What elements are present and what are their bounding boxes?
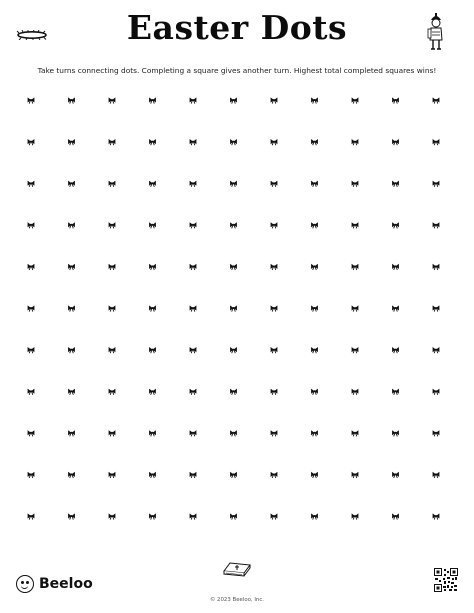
bow-icon xyxy=(433,97,440,103)
bow-icon xyxy=(190,264,197,270)
bow-icon xyxy=(352,430,359,436)
bow-icon xyxy=(68,264,75,270)
bow-icon xyxy=(311,181,318,187)
bow-icon xyxy=(230,305,237,311)
bow-icon xyxy=(149,305,156,311)
bow-icon xyxy=(392,222,399,228)
bow-icon xyxy=(392,472,399,478)
bow-icon xyxy=(433,222,440,228)
bow-icon xyxy=(433,305,440,311)
bow-icon xyxy=(28,430,35,436)
bow-icon xyxy=(149,472,156,478)
bow-icon xyxy=(392,264,399,270)
bow-icon xyxy=(230,222,237,228)
bow-icon xyxy=(311,472,318,478)
bow-icon xyxy=(109,472,116,478)
bow-icon xyxy=(68,139,75,145)
bow-icon xyxy=(392,139,399,145)
bow-icon xyxy=(230,472,237,478)
bow-icon xyxy=(311,264,318,270)
bow-icon xyxy=(109,513,116,519)
bow-icon xyxy=(190,347,197,353)
bow-icon xyxy=(68,389,75,395)
bow-icon xyxy=(433,347,440,353)
bow-icon xyxy=(352,305,359,311)
page-title: Easter Dots xyxy=(126,8,348,47)
bow-icon xyxy=(28,472,35,478)
bow-icon xyxy=(109,264,116,270)
bow-icon xyxy=(28,181,35,187)
bow-icon xyxy=(68,472,75,478)
bow-icon xyxy=(392,305,399,311)
bow-icon xyxy=(28,347,35,353)
bow-icon xyxy=(311,305,318,311)
bow-icon xyxy=(149,513,156,519)
bow-icon xyxy=(311,347,318,353)
bow-icon xyxy=(109,181,116,187)
bow-icon xyxy=(68,430,75,436)
bow-icon xyxy=(190,305,197,311)
bow-icon xyxy=(392,513,399,519)
bow-icon xyxy=(392,389,399,395)
bow-icon xyxy=(311,513,318,519)
bow-icon xyxy=(109,305,116,311)
bow-icon xyxy=(190,222,197,228)
bow-icon xyxy=(68,305,75,311)
crown-of-thorns-icon xyxy=(16,30,48,40)
bow-icon xyxy=(190,513,197,519)
bow-icon xyxy=(109,347,116,353)
bow-icon xyxy=(352,513,359,519)
bow-icon xyxy=(190,97,197,103)
bow-icon xyxy=(311,97,318,103)
bow-icon xyxy=(230,347,237,353)
bow-icon xyxy=(149,347,156,353)
bow-icon xyxy=(311,389,318,395)
bow-icon xyxy=(28,264,35,270)
bow-icon xyxy=(149,139,156,145)
bow-icon xyxy=(352,347,359,353)
bow-icon xyxy=(68,513,75,519)
bow-icon xyxy=(109,139,116,145)
bow-icon xyxy=(311,222,318,228)
bow-icon xyxy=(433,264,440,270)
bow-icon xyxy=(352,97,359,103)
bow-icon xyxy=(271,97,278,103)
bow-icon xyxy=(433,430,440,436)
qr-code-icon xyxy=(434,568,458,592)
bow-icon xyxy=(230,430,237,436)
bow-icon xyxy=(190,430,197,436)
bow-icon xyxy=(271,222,278,228)
bow-icon xyxy=(109,97,116,103)
beeloo-logo-icon xyxy=(16,575,34,593)
bow-icon xyxy=(352,264,359,270)
bow-icon xyxy=(433,472,440,478)
bow-icon xyxy=(149,430,156,436)
bow-icon xyxy=(392,430,399,436)
bow-icon xyxy=(109,430,116,436)
bow-icon xyxy=(271,264,278,270)
bow-icon xyxy=(230,139,237,145)
bow-icon xyxy=(433,389,440,395)
bow-icon xyxy=(392,347,399,353)
bow-icon xyxy=(68,97,75,103)
bow-icon xyxy=(149,222,156,228)
bow-icon xyxy=(68,347,75,353)
bow-icon xyxy=(190,389,197,395)
bow-icon xyxy=(271,472,278,478)
bow-icon xyxy=(230,181,237,187)
bow-icon xyxy=(109,222,116,228)
bow-icon xyxy=(109,389,116,395)
bow-icon xyxy=(271,139,278,145)
bow-icon xyxy=(352,139,359,145)
instructions-text: Take turns connecting dots. Completing a square gives another turn. Highest total completed squares wins! xyxy=(37,66,437,75)
bow-icon xyxy=(271,181,278,187)
bow-icon xyxy=(311,430,318,436)
bible-book-icon xyxy=(222,561,252,577)
bow-icon xyxy=(190,472,197,478)
bow-icon xyxy=(28,139,35,145)
bow-icon xyxy=(230,97,237,103)
bow-icon xyxy=(352,389,359,395)
bow-icon xyxy=(433,513,440,519)
bow-icon xyxy=(230,264,237,270)
bow-icon xyxy=(190,139,197,145)
bow-icon xyxy=(149,181,156,187)
bow-icon xyxy=(433,181,440,187)
bow-icon xyxy=(190,181,197,187)
bow-icon xyxy=(271,305,278,311)
bow-icon xyxy=(352,472,359,478)
bow-icon xyxy=(311,139,318,145)
bow-icon xyxy=(28,222,35,228)
bow-icon xyxy=(352,181,359,187)
bow-icon xyxy=(149,97,156,103)
bow-icon xyxy=(230,389,237,395)
bow-icon xyxy=(68,181,75,187)
bow-icon xyxy=(28,305,35,311)
bow-icon xyxy=(271,430,278,436)
bow-icon xyxy=(28,513,35,519)
soldier-figure-icon xyxy=(425,12,447,52)
brand-name: Beeloo xyxy=(39,576,93,592)
bow-icon xyxy=(230,513,237,519)
bow-icon xyxy=(149,264,156,270)
bow-icon xyxy=(28,389,35,395)
bow-icon xyxy=(28,97,35,103)
bow-icon xyxy=(68,222,75,228)
bow-icon xyxy=(149,389,156,395)
bow-icon xyxy=(392,181,399,187)
bow-icon xyxy=(352,222,359,228)
bow-icon xyxy=(271,347,278,353)
bow-icon xyxy=(271,513,278,519)
bow-icon xyxy=(271,389,278,395)
bow-icon xyxy=(392,97,399,103)
copyright-text: © 2023 Beeloo, Inc. xyxy=(209,597,265,603)
brand-logo xyxy=(16,573,93,595)
bow-icon xyxy=(433,139,440,145)
